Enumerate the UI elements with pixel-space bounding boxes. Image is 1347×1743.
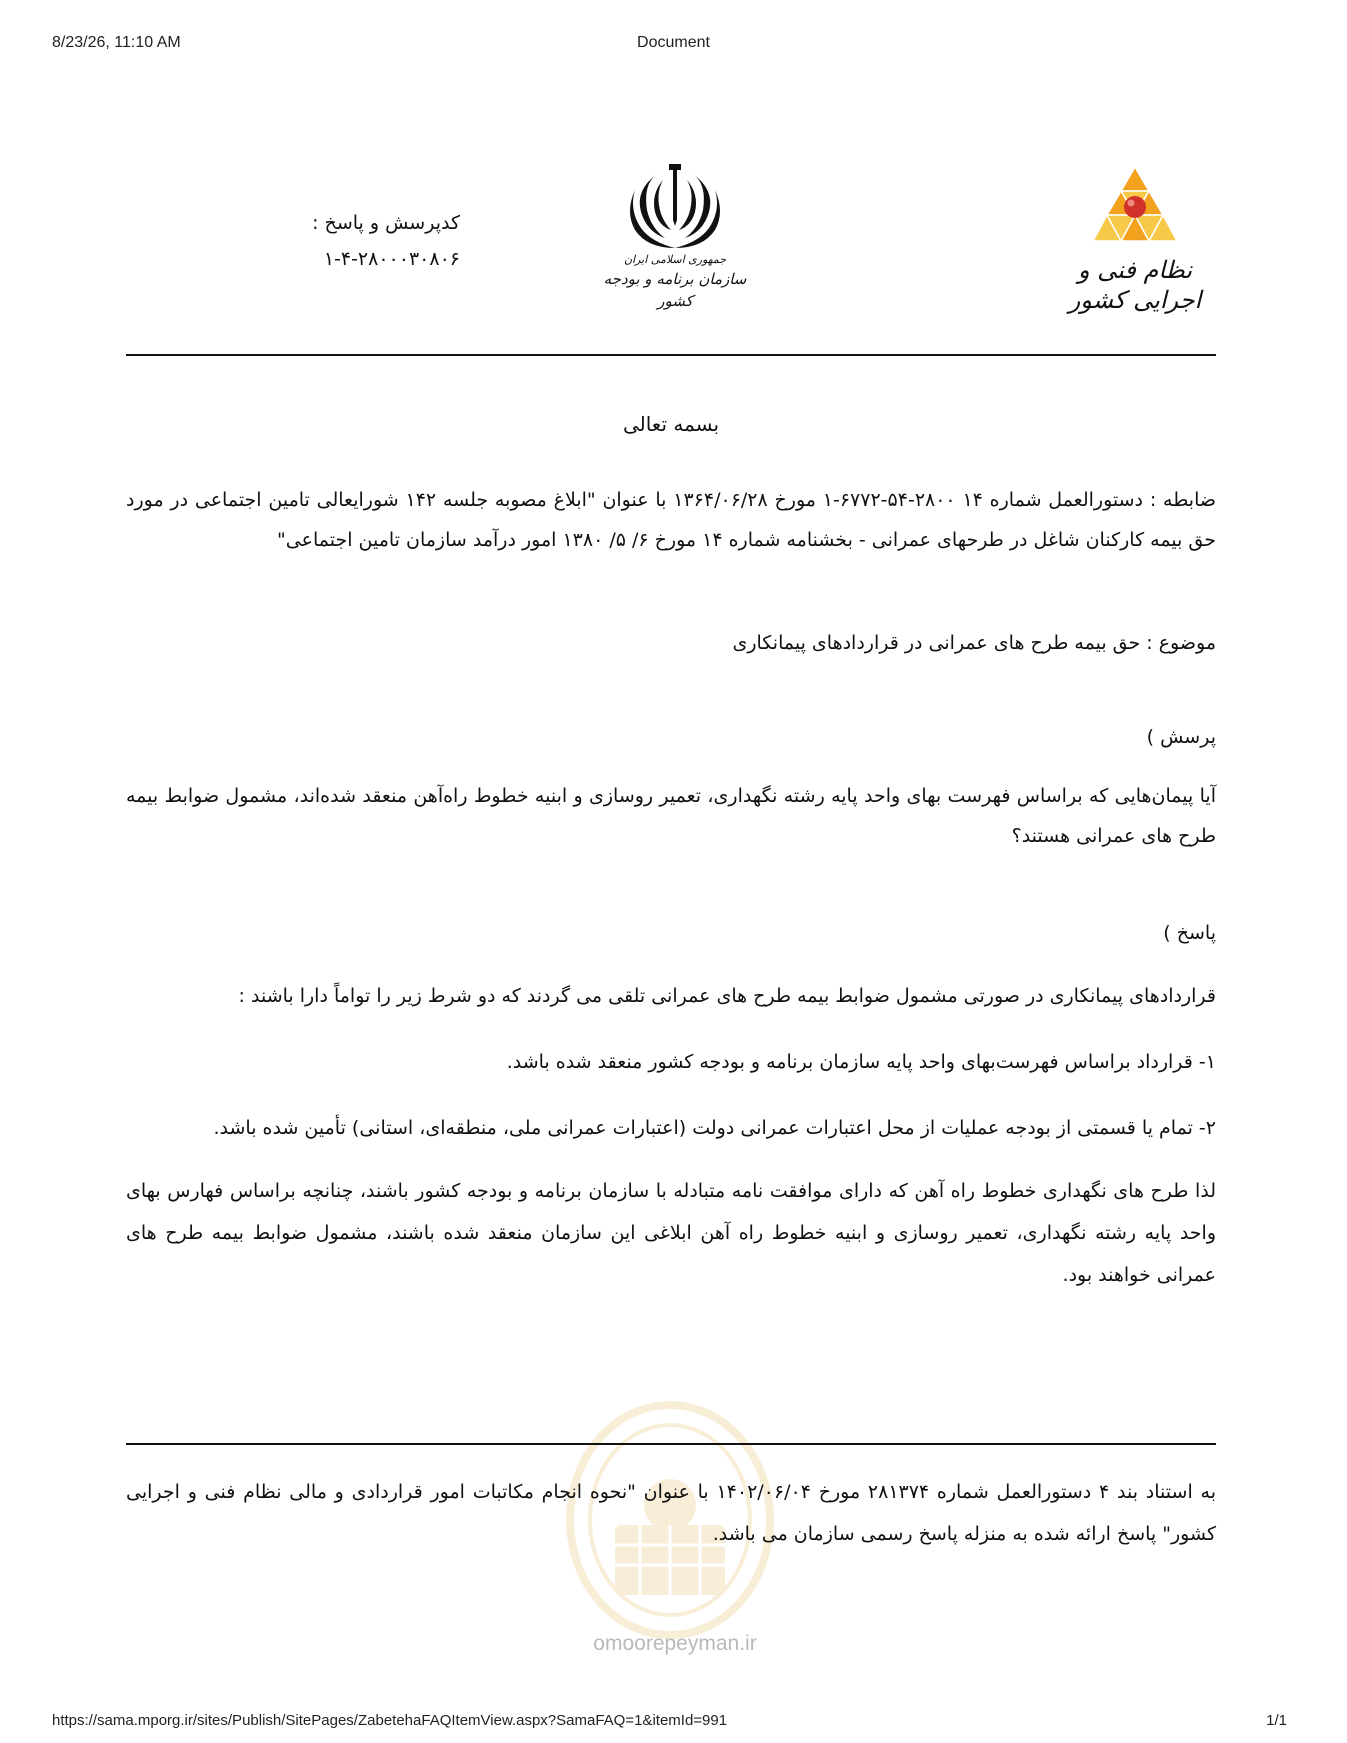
footer-note (126, 1471, 1216, 1555)
print-page-count: 1/1 (1266, 1712, 1287, 1729)
answer-heading (126, 913, 1216, 953)
watermark-site (560, 1632, 790, 1656)
condition-2 (126, 1108, 1216, 1148)
triangle-blocks-logo-icon (1087, 165, 1183, 249)
emblem-line-1: جمهوری اسلامی ایران (623, 253, 727, 266)
letterhead (0, 150, 1347, 320)
conclusion-text: لذا طرح های نگهداری خطوط راه آهن که دارای موافقت نامه متبادله با سازمان برنامه و بودجه کشور باشند، چنانچه براساس فهارس بهای واحد پایه رشته نگهداری، تعمیر روسازی و ابنیه خطوط راه آهن ابلاغی این سازمان منعقد شده باشند، مشمول ضوابط بیمه طرح های عمرانی خواهند بود. (126, 1180, 1216, 1286)
answer-intro (126, 976, 1216, 1016)
bismillah: بسمه تعالی (622, 412, 720, 436)
condition-1-text: ۱- قرارداد براساس فهرست‌بهای واحد پایه سازمان برنامه و بودجه کشور منعقد شده باشد. (506, 1051, 1216, 1073)
footer-rule (126, 1443, 1216, 1445)
zabeteh-text: ضابطه : دستورالعمل شماره ۱۴ ۲۸۰۰-۵۴-۶۷۷۲-۱ مورخ ۱۳۶۴/۰۶/۲۸ با عنوان "ابلاغ مصوبه جلسه ۱۴۲ شورایعالی تامین اجتماعی در مورد حق بیمه کارکنان شاغل در طرحهای عمرانی - بخشنامه شماره ۱۴ مورخ ۶/ ۵/ ۱۳۸۰ امور درآمد سازمان تامین اجتماعی" (126, 489, 1217, 551)
answer-heading-text: پاسخ ) (1163, 922, 1216, 944)
watermark-site-text: omoorepeyman.ir (593, 1632, 757, 1655)
iran-emblem-icon (627, 160, 723, 252)
print-datetime: 8/23/26, 11:10 AM (52, 34, 181, 51)
print-footer (0, 1712, 1347, 1736)
zabeteh-paragraph (126, 480, 1216, 560)
print-title: Document (637, 34, 710, 51)
answer-intro-text: قراردادهای پیمانکاری در صورتی مشمول ضوابط بیمه طرح های عمرانی تلقی می گردند که دو شرط زیر را تواماً دارا باشند : (238, 985, 1216, 1007)
subject-text: موضوع : حق بیمه طرح های عمرانی در قراردادهای پیمانکاری (732, 632, 1216, 654)
faq-code-value: ۱-۴-۲۸۰۰۰۳۰۸۰۶ (323, 248, 460, 270)
emblem-line-2: سازمان برنامه و بودجه کشور (603, 270, 747, 310)
question-text: آیا پیمان‌هایی که براساس فهرست بهای واحد پایه رشته نگهداری، تعمیر روسازی و ابنیه خطوط راه‌آهن منعقد شده‌اند، مشمول ضوابط بیمه طرح های عمرانی هستند؟ (126, 785, 1216, 847)
question-paragraph (126, 776, 1216, 856)
header-rule (126, 354, 1216, 356)
iran-emblem (585, 160, 765, 320)
nezam-fanni-logo (1055, 165, 1215, 315)
condition-2-text: ۲- تمام یا قسمتی از بودجه عملیات از محل اعتبارات عمرانی دولت (اعتبارات عمرانی ملی، منطقه‌ای، استانی) تأمین شده باشد. (213, 1117, 1216, 1139)
faq-code-block (240, 205, 460, 277)
condition-1 (126, 1042, 1216, 1082)
emblem-caption (585, 252, 765, 312)
logo-text: نظام فنی و اجرایی کشور (1068, 256, 1202, 314)
subject-line (126, 623, 1216, 663)
conclusion-paragraph (126, 1170, 1216, 1296)
print-url: https://sama.mporg.ir/sites/Publish/SitePages/ZabetehaFAQItemView.aspx?SamaFAQ=1&itemId=991 (52, 1712, 728, 1729)
faq-code-label: کدپرسش و پاسخ : (312, 212, 460, 234)
footer-note-text: به استناد بند ۴ دستورالعمل شماره ۲۸۱۳۷۴ مورخ ۱۴۰۲/۰۶/۰۴ با عنوان "نحوه انجام مکاتبات امور قراردادی و مالی نظام فنی و اجرایی کشور" پاسخ ارائه شده به منزله پاسخ رسمی سازمان می باشد. (126, 1481, 1216, 1545)
question-heading-text: پرسش ) (1146, 726, 1216, 748)
question-heading (126, 717, 1216, 757)
print-header (0, 34, 1347, 58)
